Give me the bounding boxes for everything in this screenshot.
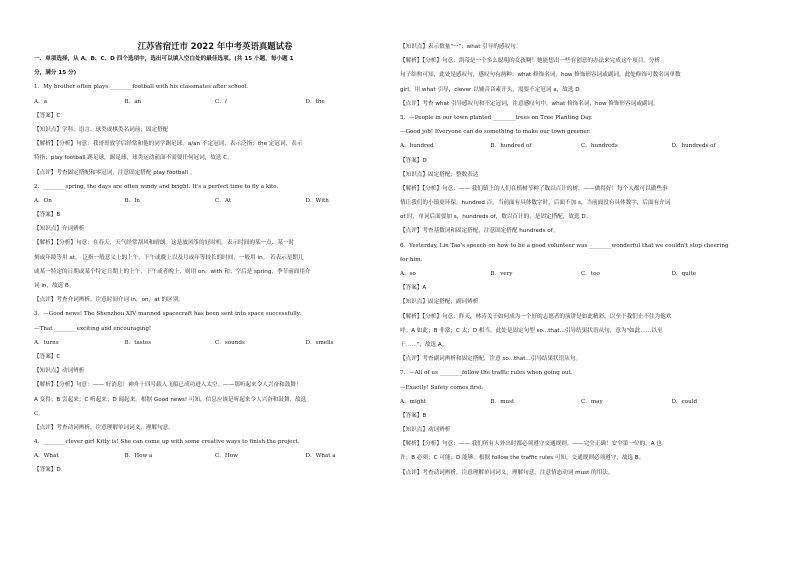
text-line: 【点评】考查介词辨析。注意时间介词 in，on，at 的区别。: [34, 297, 184, 304]
text-line: 【答案】C: [34, 112, 61, 119]
text-line: —Exactly! Safety comes first.: [400, 384, 484, 391]
text-line: 【点评】考查基数词和固定搭配，注意固定搭配 hundreds of。: [400, 228, 559, 235]
right-block-d: [400, 409, 762, 480]
text-line: 【答案】C: [34, 353, 61, 360]
right-block-a: [400, 40, 762, 139]
text-line: 一、单项选择，从 A、B、C、D 四个选项中，选出可以填入空白处的最佳选项。(共 15 小题，每小题 1: [34, 56, 294, 62]
option-a: A．hundred: [400, 143, 434, 150]
text-line: 【点评】考查动词辨析，注意理解单词词义，理解句意。: [34, 424, 174, 431]
option-c: C．may: [581, 398, 603, 405]
left-block-d: [34, 350, 396, 449]
text-line: 【答案】D: [34, 467, 61, 474]
text-line: 分，满分 15 分): [34, 70, 77, 77]
q7-options: [400, 395, 762, 409]
text-line: 【知识点】介词辨析: [34, 226, 85, 233]
text-line: 情让我们的小镇更环保。hundred 百，当前面有具体数字时，后面不加 s，当前面没有具体数字，后面有介词: [400, 200, 671, 207]
text-line: 或某一特定的日期或某个特定日期上的上午，下午或者晚上，则用 on。with 和；空后是 spring，季节前面用介: [34, 268, 311, 275]
text-line: for him.: [400, 256, 423, 263]
option-d: D．the: [305, 98, 325, 105]
text-line: 【解析】【分析】句意：—— 好消息！神舟十四号载人飞船已成功进入太空。——那听起来令人兴奋和鼓舞！: [34, 382, 302, 389]
left-column: [34, 38, 396, 478]
text-line: 【知识点】学科、语言、球类或棋类名词前；固定搭配: [34, 126, 169, 133]
q2-options: [34, 194, 396, 208]
left-block-b: [34, 109, 396, 194]
text-line: 【点评】考查动词辨析，注意理解单词词义，理解句意，注意情态动词 must 的用法。: [400, 469, 614, 476]
right-column: [400, 40, 762, 480]
option-d: D．hundreds of: [671, 143, 716, 150]
text-line: 【答案】D: [400, 157, 427, 164]
text-line: 呼。A 如此；B 非常；C 太；D 相当。此处是固定句型 so...that...引导结果状语从句，意为"如此……以至: [400, 327, 663, 334]
text-line: 【解析】【分析】句意：在春天，天气经常刮风和晴朗。这是放风筝的好时机。表示时间的某一点、某一时: [34, 240, 295, 247]
option-a: A．might: [400, 398, 427, 405]
option-c: C．hundreds: [581, 143, 618, 150]
text-line: of 时，单词后面要加 s，hundreds of，数以百计的，是固定搭配，故选 D。: [400, 214, 592, 221]
text-line: 【解析】【分析】句意：—— 我们所有人外出时都必须遵守交通规则。——完全正确！安全第一位的。A 也: [400, 441, 662, 448]
option-c: C．sounds: [215, 339, 245, 346]
text-line: 【答案】A: [400, 285, 427, 292]
q1-options: [34, 95, 396, 109]
text-line: 句子结构可知，此处是感叹句，感叹句有两种：what 修饰名词，how 修饰形容词或副词，此处修饰可数名词单数: [400, 72, 681, 79]
text-line: —Good job! Everyone can do something to make our town greener.: [400, 129, 591, 136]
text-line: 【知识点】动词辨析: [34, 368, 85, 375]
text-line: 【知识点】表示数量"一"；what 引导的感叹句: [400, 44, 516, 50]
left-block-c: [34, 208, 396, 336]
text-line: 2．________spring, the days are often windy and bright. It's a perfect time to fly a kite.: [34, 183, 279, 190]
text-line: 【点评】考查副词辨析和固定搭配，注意 so...that...引导结果状语从句。: [400, 356, 582, 363]
text-line: 刻或年龄等用 at。 泛指一般意义上的上午、下午或晚上以及月或年等较长的时间，一般用 in。 若表示星期几: [34, 254, 304, 261]
text-line: 【知识点】固定搭配；副词辨析: [400, 299, 479, 306]
option-b: B．an: [124, 98, 142, 105]
option-a: A．turns: [34, 339, 59, 346]
text-line: 许；B 必须；C 可能；D 能够。根据 follow the traffic rules 可知，交通规则必须遵守，故选 B。: [400, 455, 645, 462]
option-b: B．very: [490, 271, 513, 277]
right-block-b: [400, 154, 762, 268]
option-b: B．How a: [124, 453, 153, 460]
option-d: D．could: [671, 398, 698, 405]
text-line: 7．—All of us ________follow the traffic rules when going out.: [400, 370, 573, 377]
text-line: 6．Yesterday, Lin Tao's speech on how to be a good volunteer was ________wonderful that we couldn't stop cheering: [400, 242, 729, 249]
option-c: C．/: [215, 98, 227, 105]
option-b: B．hundred of: [490, 143, 532, 150]
option-d: D．smells: [305, 339, 334, 346]
text-line: 【答案】B: [34, 212, 61, 219]
option-a: A．a: [34, 98, 47, 105]
text-line: 【点评】考查固定搭配和零冠词，注意固定搭配 play football 。: [34, 169, 196, 176]
text-line: 【解析】【分析】句意：我哥哥放学后经常和他的同学踢足球。a/an 不定冠词，表示泛指；the 定冠词，表示: [34, 141, 303, 148]
q5-options: [400, 139, 762, 153]
option-d: D．What a: [305, 453, 336, 460]
q4-options: [34, 449, 396, 463]
text-line: 【解析】【分析】句意：昨天，林涛关于如何成为一个好的志愿者的演讲是如此精彩，以至于我们止不住为他欢: [400, 313, 672, 320]
text-line: 词 in，故选 B。: [34, 283, 75, 289]
q3-options: [34, 336, 396, 350]
text-line: 【答案】B: [400, 412, 427, 419]
page-title: 江苏省宿迁市 2022 年中考英语真题试卷: [137, 41, 293, 51]
option-b: B．tastes: [124, 339, 152, 346]
text-line: 于……"，故选 A。: [400, 341, 448, 348]
text-line: 特指；play football 踢足球，踢足球，球类运动前面不需要任何冠词，故选 C。: [34, 155, 233, 162]
option-c: C．too: [581, 271, 600, 277]
right-block-c: [400, 281, 762, 395]
q6-options: [400, 267, 762, 281]
option-c: C．How: [215, 453, 238, 460]
option-d: D．quite: [671, 271, 697, 277]
text-line: 4．________clever girl Kitty is! She can come up with some creative ways to finish the project.: [34, 439, 300, 446]
text-line: 1．My brother often plays ________football with his classmates after school.: [34, 84, 249, 91]
text-line: —That ________exciting and encouraging!: [34, 325, 152, 332]
text-line: 【知识点】动词辨析: [400, 427, 451, 434]
text-line: 3．—Good news! The Shenzhou XIV manned spacecraft has been sent into space successfully.: [34, 311, 301, 318]
text-line: 【点评】考查 what 引导感叹句和不定冠词，注意感叹句中，what 修饰名词，how 修饰形容词或副词。: [400, 100, 659, 107]
text-line: A 变得；B 尝起来；C 听起来；D 闻起来。根据 Good news! 可知，信息应该是听起来令人兴奋和鼓舞，故选: [34, 396, 307, 403]
option-a: A．so: [400, 271, 416, 277]
left-block-a: [34, 52, 396, 95]
option-d: D．With: [305, 197, 329, 204]
option-a: A．What: [34, 453, 59, 460]
option-c: C．At: [215, 197, 232, 204]
text-line: 5．—People in our town planted ________trees on Tree Planting Day.: [400, 114, 593, 121]
text-line: girl，用 what 引导，clever 以辅音音素开头，需要不定冠词 a，故选 D。: [400, 86, 586, 93]
text-line: 【解析】【分析】句意：凯蒂是一个多么聪明的女孩啊！她能想出一些有创意的办法来完成这个项目。分析: [400, 58, 661, 65]
option-b: B．must: [490, 398, 515, 405]
text-line: 【解析】【分析】句意：—— 我们镇上的人们在植树节种了数以百计的树。——做得好！每个人都可以做些事: [400, 185, 668, 192]
text-line: C。: [34, 410, 44, 417]
option-b: B．In: [124, 197, 141, 204]
left-block-e: [34, 463, 396, 477]
option-a: A．On: [34, 197, 52, 204]
text-line: 【知识点】固定搭配；整数表达: [400, 171, 479, 178]
